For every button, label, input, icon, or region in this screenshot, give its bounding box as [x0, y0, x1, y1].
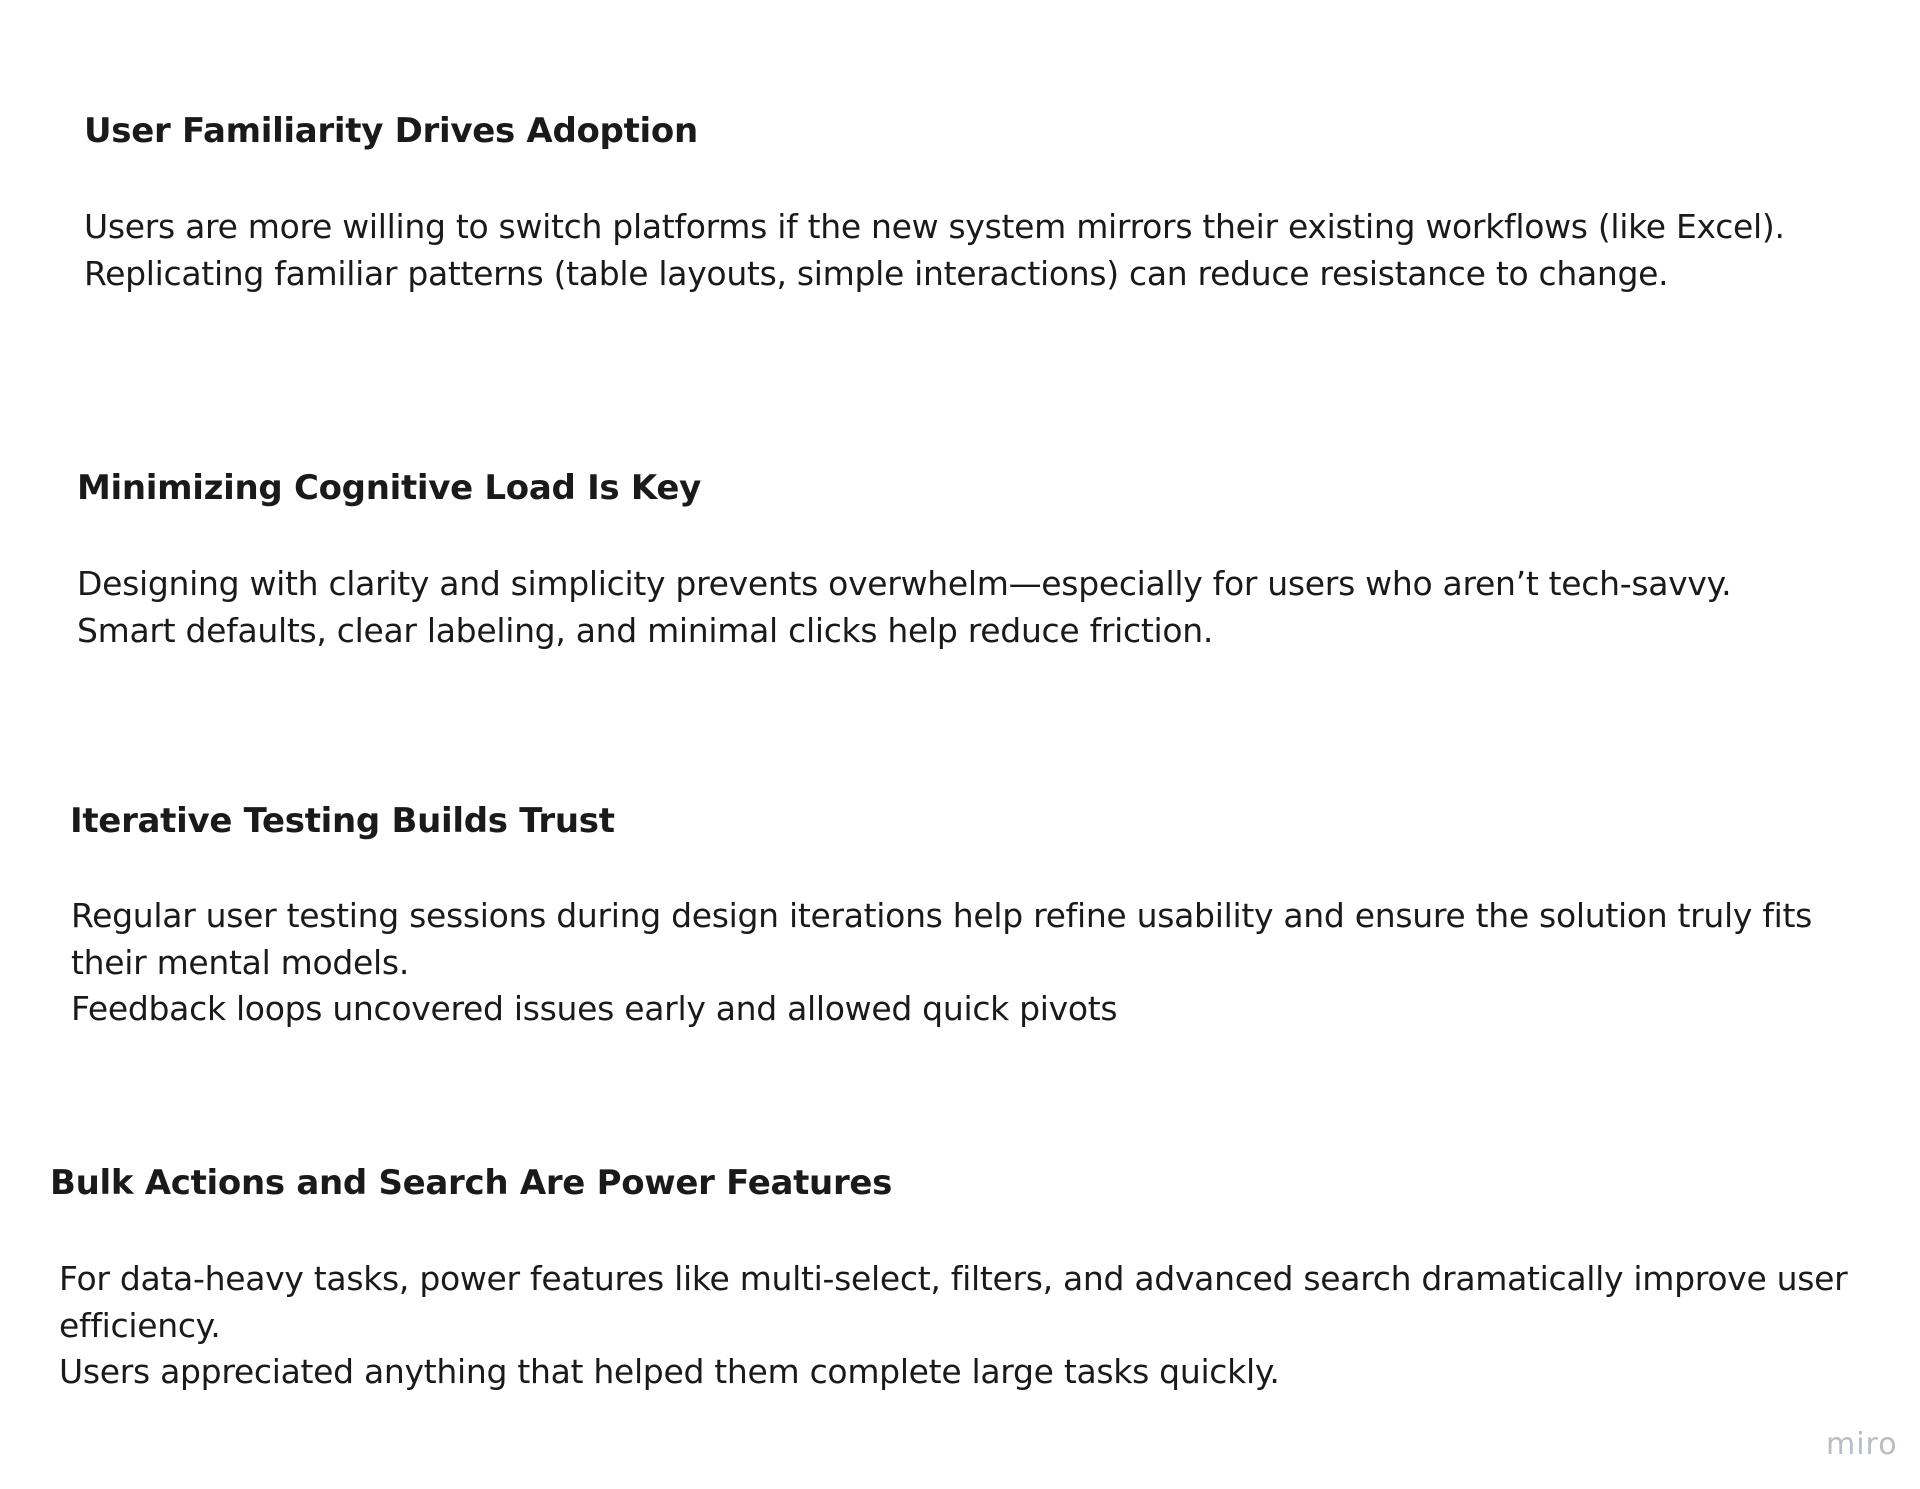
section-heading: Minimizing Cognitive Load Is Key [77, 468, 701, 508]
insight-section-iterative-testing [70, 798, 615, 844]
body-line: Replicating familiar patterns (table layouts, simple interactions) can reduce resistance to change. [84, 253, 1669, 293]
section-heading: Bulk Actions and Search Are Power Features [50, 1163, 893, 1203]
body-line: For data-heavy tasks, power features like multi-select, filters, and advanced search dramatically improve user [59, 1259, 1848, 1298]
body-line: efficiency. [59, 1305, 221, 1345]
insight-section-user-familiarity [84, 108, 698, 154]
section-heading: User Familiarity Drives Adoption [84, 111, 698, 151]
miro-watermark-logo: miro [1826, 1427, 1898, 1462]
section-heading: Iterative Testing Builds Trust [70, 801, 615, 841]
body-line: their mental models. [71, 942, 410, 982]
section-body [84, 204, 1785, 297]
body-line: Users appreciated anything that helped them complete large tasks quickly. [59, 1352, 1280, 1391]
section-body [71, 893, 1812, 1033]
insight-section-cognitive-load [77, 465, 701, 511]
body-line: Smart defaults, clear labeling, and minimal clicks help reduce friction. [77, 610, 1214, 650]
body-line: Designing with clarity and simplicity prevents overwhelm—especially for users who aren’t tech-savvy. [77, 564, 1732, 603]
section-body [77, 561, 1731, 654]
section-body [59, 1256, 1847, 1396]
body-line: Feedback loops uncovered issues early and allowed quick pivots [71, 989, 1118, 1028]
insight-section-bulk-actions [50, 1160, 892, 1206]
body-line: Regular user testing sessions during design iterations help refine usability and ensure the solution truly fits [71, 896, 1813, 935]
body-line: Users are more willing to switch platforms if the new system mirrors their existing workflows (like Excel). [84, 207, 1785, 246]
